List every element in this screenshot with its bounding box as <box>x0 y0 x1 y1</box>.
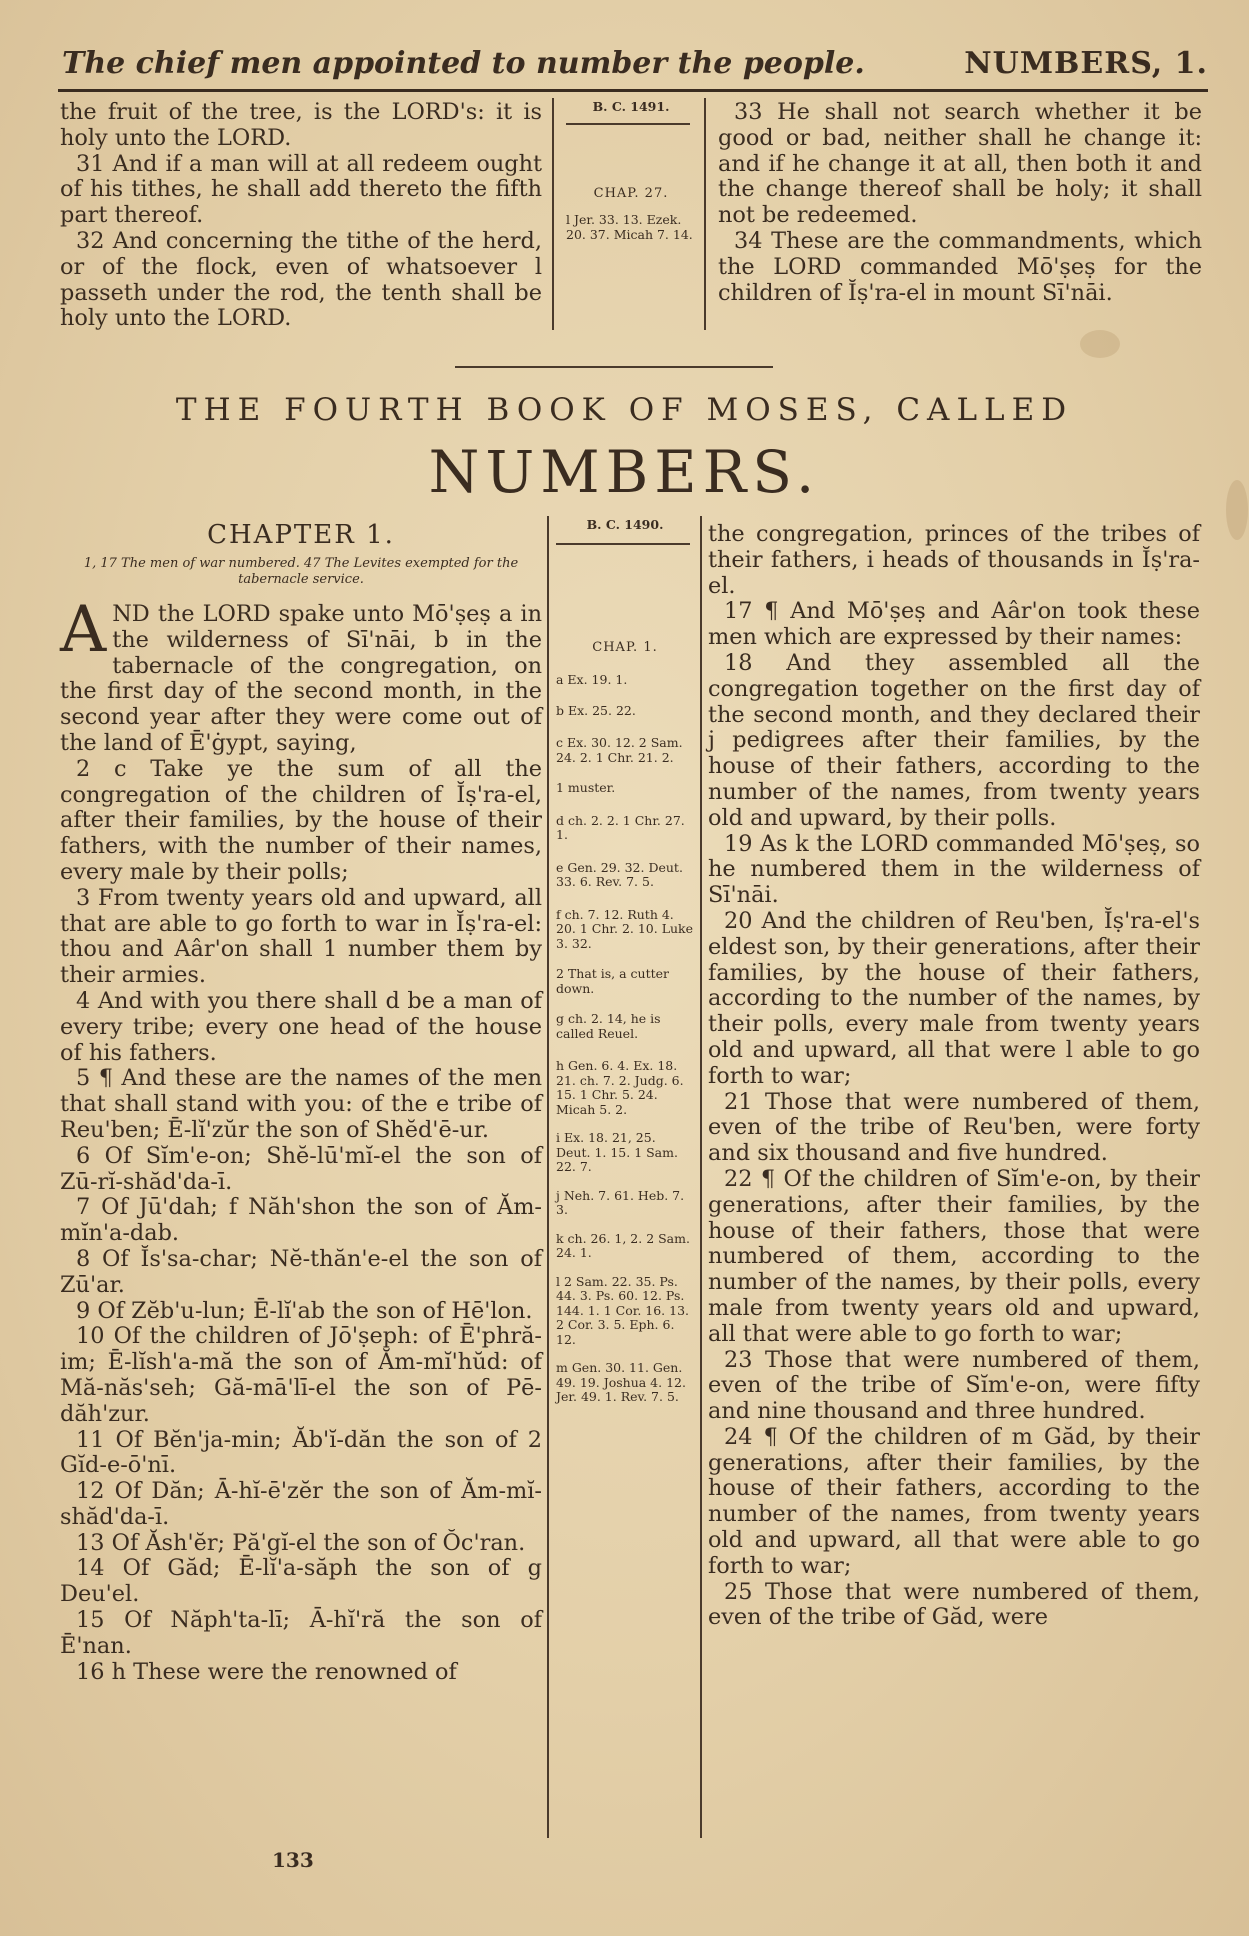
verse: 11 Of Bĕn'ja-min; Ăb'ĭ-dăn the son of 2 Gĭd-e-ō'nī. <box>60 1426 542 1479</box>
verse: 21 Those that were numbered of them, even of the tribe of Reu'ben, were forty and six thousand and five hundred. <box>708 1088 1200 1167</box>
running-head-book: NUMBERS, 1. <box>964 46 1208 81</box>
verse: 23 Those that were numbered of them, even of the tribe of Sĭm'e-on, were fifty and nine thousand and three hundred. <box>708 1346 1200 1425</box>
verse: 5 ¶ And these are the names of the men that shall stand with you: of the e tribe of Reu'ben; Ē-lĭ'zŭr the son of Shĕd'ē-ur. <box>60 1065 542 1143</box>
cross-reference: d ch. 2. 2. 1 Chr. 27. 1. <box>556 812 685 842</box>
chapter-label: CHAP. 1. <box>592 639 658 655</box>
verse: 16 h These were the renowned of <box>76 1658 457 1685</box>
cross-reference: b Ex. 25. 22. <box>556 702 636 718</box>
verse: ND the LORD spake unto Mō'ṣeṣ a in the wilderness of Sī'nāi, b in the tabernacle of the congregation, on the first day of the second month, in the second year after they were come out of the land of Ē'ġypt, saying, <box>60 601 542 756</box>
book-title: THE FOURTH BOOK OF MOSES, CALLED <box>175 392 1074 428</box>
chapter-summary: 1, 17 The men of war numbered. 47 The Levites exempted for the tabernacle service. <box>83 556 519 587</box>
verse: 34 These are the commandments, which the LORD commanded Mō'ṣeṣ for the children of Ĭṣ'ra-el in mount Sī'nāi. <box>718 227 1202 306</box>
main-center-references <box>556 518 694 1415</box>
chapter-label: CHAP. 27. <box>593 185 669 201</box>
cross-reference: i Ex. 18. 21, 25. Deut. 1. 15. 1 Sam. 22. 7. <box>556 1130 678 1174</box>
verse: 31 And if a man will at all redeem ought of his tithes, he shall add thereto the fifth part thereof. <box>60 150 542 229</box>
column-divider <box>704 98 706 330</box>
verse: 22 ¶ Of the children of Sĭm'e-on, by their generations, after their families, by the house of their fathers, those that were numbered of them, according to the number of the names, by their polls, every male from twenty years old and upward, all that were able to go forth to war; <box>708 1165 1200 1347</box>
verse: 19 As k the LORD commanded Mō'ṣeṣ, so he numbered them in the wilderness of Sī'nāi. <box>708 830 1200 909</box>
verse: 10 Of the children of Jō'ṣeph: of Ē'phră-im; Ē-lĭsh'a-mă the son of Ăm-mĭ'hŭd: of Mă-năs'seh; Gă-mā'lī-el the son of Pē-dăh'zur. <box>60 1323 542 1427</box>
date-rule <box>566 123 690 125</box>
running-head-title: The chief men appointed to number the people. <box>62 46 865 81</box>
verse: 33 He shall not search whether it be good or bad, neither shall he change it: and if he change it at all, then both it and the change thereof shall be holy; it shall not be redeemed. <box>718 99 1202 229</box>
verse: 12 Of Dăn; Ā-hĭ-ē'zĕr the son of Ăm-mĭ-shăd'da-ī. <box>60 1478 542 1530</box>
cross-reference: g ch. 2. 14, he is called Reuel. <box>556 1011 661 1041</box>
verse: 18 And they assembled all the congregation together on the first day of the second month, and they declared their j pedigrees after their families, by the house of their fathers, according to the number of the names, from twenty years old and upward, by their polls. <box>708 649 1200 831</box>
verse: 25 Those that were numbered of them, even of the tribe of Găd, were <box>708 1578 1200 1631</box>
cross-reference: e Gen. 29. 32. Deut. 33. 6. Rev. 7. 5. <box>556 859 683 889</box>
verse: the congregation, princes of the tribes of their fathers, i heads of thousands in Ĭṣ'ra-el. <box>708 521 1200 599</box>
date-label: B. C. 1490. <box>586 517 664 532</box>
date-label: B. C. 1491. <box>592 99 670 114</box>
verse: 24 ¶ Of the children of m Găd, by their generations, after their families, by the house of their fathers, according to the number of the names, from twenty years old and upward, all that were able to go forth to war; <box>708 1423 1200 1579</box>
verse: 3 From twenty years old and upward, all that are able to go forth to war in Ĭṣ'ra-el: thou and Aâr'on shall 1 number them by their armies. <box>60 884 542 989</box>
main-left-column <box>60 593 542 1685</box>
cross-reference: k ch. 26. 1, 2. 2 Sam. 24. 1. <box>556 1230 690 1260</box>
verse: 32 And concerning the tithe of the herd, or of the flock, even of whatsoever l passeth under the rod, the tenth shall be holy unto the LORD. <box>60 227 542 332</box>
section-rule <box>455 366 773 368</box>
verse: 13 Of Ăsh'ĕr; Pă'gĭ-el the son of Ŏc'ran. <box>76 1529 526 1556</box>
cross-reference: a Ex. 19. 1. <box>556 672 628 687</box>
cross-reference: l 2 Sam. 22. 35. Ps. 44. 3. Ps. 60. 12. Ps. 144. 1. 1 Cor. 16. 13. 2 Cor. 3. 5. Eph. 6. 12. <box>556 1273 690 1347</box>
verse: 20 And the children of Reu'ben, Ĭṣ'ra-el's eldest son, by their generations, after their families, by the house of their fathers, according to the number of the names, by their polls, every male from twenty years old and upward, all that were l able to go forth to war; <box>708 907 1200 1089</box>
running-head <box>62 46 1208 81</box>
verse: 14 Of Găd; Ē-lĭ'a-săph the son of g Deu'el. <box>60 1555 542 1608</box>
column-divider <box>547 516 549 1838</box>
main-right-column <box>708 522 1200 1631</box>
cross-reference: c Ex. 30. 12. 2 Sam. 24. 2. 1 Chr. 21. 2. <box>556 735 683 765</box>
cross-reference: f ch. 7. 12. Ruth 4. 20. 1 Chr. 2. 10. Luke 3. 32. <box>556 906 694 951</box>
upper-left-column <box>60 100 542 332</box>
cross-reference: h Gen. 6. 4. Ex. 18. 21. ch. 7. 2. Judg. 6. 15. 1 Chr. 5. 24. Micah 5. 2. <box>556 1058 684 1117</box>
cross-reference: l Jer. 33. 13. Ezek. 20. 37. Micah 7. 14. <box>566 212 693 242</box>
verse: 6 Of Sĭm'e-on; Shĕ-lū'mĭ-el the son of Zū-rĭ-shăd'da-ī. <box>60 1142 542 1195</box>
page-number: 133 <box>272 1848 314 1872</box>
verse: 8 Of Ĭs'sa-char; Nĕ-thăn'e-el the son of Zū'ar. <box>60 1245 542 1298</box>
upper-right-column <box>718 100 1202 306</box>
paper-stain <box>1080 330 1120 358</box>
header-rule <box>58 89 1208 92</box>
verse: 17 ¶ And Mō'ṣeṣ and Aâr'on took these men which are expressed by their names: <box>708 598 1200 651</box>
numbers-title: NUMBERS. <box>428 438 821 506</box>
verse: 7 Of Jū'dah; f Năh'shon the son of Ăm-mĭn'a-dab. <box>60 1194 542 1247</box>
column-divider <box>700 516 702 1838</box>
drop-cap: A <box>60 593 107 667</box>
chapter-heading: CHAPTER 1. <box>207 520 395 550</box>
verse: 2 c Take ye the sum of all the congregation of the children of Ĭṣ'ra-el, after their families, by the house of their fathers, with the number of their names, every male by their polls; <box>60 755 542 885</box>
column-divider <box>552 98 554 330</box>
verse: 4 And with you there shall d be a man of every tribe; every one head of the house of his fathers. <box>60 987 542 1066</box>
verse: 15 Of Năph'ta-lī; Ā-hĭ'ră the son of Ē'nan. <box>60 1607 542 1659</box>
verse: 9 Of Zĕb'u-lun; Ē-lĭ'ab the son of Hē'lon. <box>76 1297 533 1324</box>
cross-reference: m Gen. 30. 11. Gen. 49. 19. Joshua 4. 12. Jer. 49. 1. Rev. 7. 5. <box>556 1360 686 1404</box>
upper-center-references <box>566 100 696 252</box>
date-rule <box>556 543 690 545</box>
cross-reference: 1 muster. <box>556 780 616 795</box>
verse: the fruit of the tree, is the LORD's: it is holy unto the LORD. <box>60 99 542 151</box>
cross-reference: j Neh. 7. 61. Heb. 7. 3. <box>556 1187 685 1217</box>
cross-reference: 2 That is, a cutter down. <box>556 966 670 996</box>
